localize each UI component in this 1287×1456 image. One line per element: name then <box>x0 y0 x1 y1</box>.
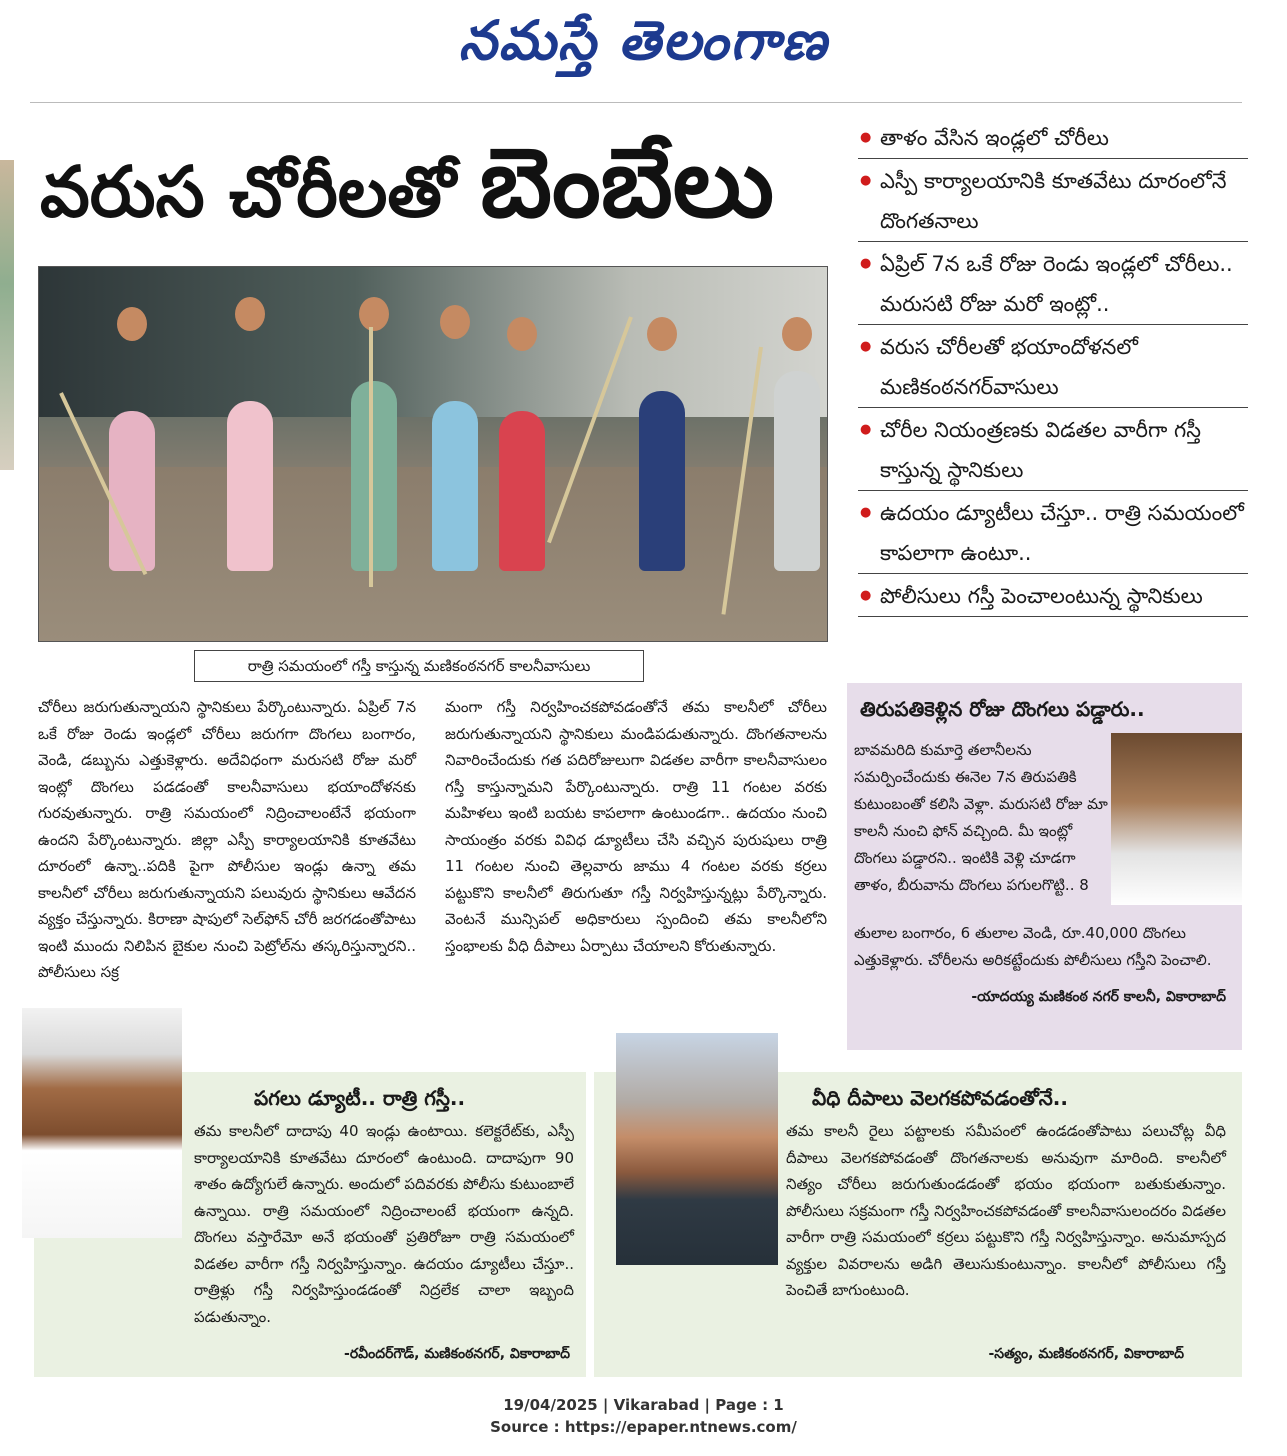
article-column-2: మంగా గస్తీ నిర్వహించకపోవడంతోనే తమ కాలనీలో చోరీలు జరుగుతున్నాయని స్థానికులు మండిపడుతున్నారు. దొంగతనాలను నివారించేందుకు గత పదిరోజులుగా విడతల వారీగా కాలనీవాసులం గస్తీ కాస్తున్నామని పేర్కొంటున్నారు. రాత్రి 11 గంటల వరకు మహిళలు ఇంటి బయట కాపలాగా ఉంటుండగా.. ఉదయం నుంచి సాయంత్రం వరకు వివిధ డ్యూటీలు చేసి వచ్చిన పురుషులు రాత్రి 11 గంటల నుంచి తెల్లవారు జాము 4 గంటల వరకు కర్రలు పట్టుకొని కాలనీలో తిరుగుతూ గస్తీ నిర్వహిస్తున్నట్లు పేర్కొన్నారు. వెంటనే మున్సిపల్ అధికారులు స్పందించి తమ కాలనీలోని స్తంభాలకు వీధి దీపాలు ఏర్పాటు చేయాలని కోరుతున్నారు. <box>445 698 827 955</box>
masthead-rule <box>30 102 1242 103</box>
quote-box-left-text-lower <box>34 1237 584 1337</box>
highlight-item: ● వరుస చోరీలతో భయాందోళనలో మణికంఠనగర్‌వాసులు <box>858 327 1248 408</box>
highlight-item: ● ఉదయం డ్యూటీలు చేస్తూ.. రాత్రి సమయంలో కాపలాగా ఉంటూ.. <box>858 493 1248 574</box>
highlight-item: ● పోలీసులు గస్తీ పెంచాలంటున్న స్థానికులు <box>858 576 1248 617</box>
quote-box-left-signature: -రవీందర్‌గౌడ్, మణికంఠనగర్, వికారాబాద్ <box>344 1346 570 1362</box>
highlights-list <box>858 118 1248 619</box>
article-column-1: చోరీలు జరుగుతున్నాయని స్థానికులు పేర్కొంటున్నారు. ఏప్రిల్ 7న ఒకే రోజు రెండు ఇండ్లలో చోరీలు జరుగగా దొంగలు బంగారం, వెండి, డబ్బును ఎత్తుకెళ్లారు. అదేవిధంగా మరుసటి రోజు మరో ఇంట్లో దొంగలు పడడంతో కాలనీవాసులు భయాందోళనకు గురవుతున్నారు. రాత్రి సమయంలో నిద్రించాలంటేనే భయంగా ఉందని పేర్కొంటున్నారు. జిల్లా ఎస్పీ కార్యాలయానికి కూతవేటు దూరంలో ఉన్నా..పదికి పైగా పోలీసుల ఇండ్లు ఉన్నా తమ కాలనీలో చోరీలు జరుగుతున్నాయని పలువురు స్థానికులు ఆవేదన వ్యక్తం చేస్తున్నారు. కిరాణా షాపులో సెల్‌ఫోన్ చోరీ జరగడంతోపాటు ఇంటి ముందు నిలిపిన బైకుల నుంచి పెట్రోల్‌ను తస్కరిస్తున్నారని.. పోలీసులు సక్ర <box>38 698 416 981</box>
highlight-item: ● ఏప్రిల్ 7న ఒకే రోజు రెండు ఇండ్లలో చోరీలు.. మరుసటి రోజు మరో ఇంట్లో.. <box>858 244 1248 325</box>
adjacent-page-edge-image <box>0 160 14 470</box>
sidebar-quote-text-continued <box>854 920 1226 1011</box>
highlight-item: ● చోరీల నియంత్రణకు విడతల వారీగా గస్తీ కాస్తున్న స్థానికులు <box>858 410 1248 491</box>
headline <box>40 128 850 238</box>
quote-box-left-title: పగలు డ్యూటీ.. రాత్రి గస్తీ.. <box>254 1086 466 1110</box>
quote-box-right-signature: -సత్యం, మణికంఠనగర్, వికారాబాద్ <box>988 1346 1184 1362</box>
quote-box-right-text: తమ కాలనీ రైలు పట్టాలకు సమీపంలో ఉండడంతోపాటు పలుచోట్ల వీధి దీపాలు వెలగకపోవడంతో దొంగతనాలకు అనువుగా మారింది. కాలనీలో నిత్యం చోరీలు జరుగుతుండడంతో భయం భయంగా బతుకుతున్నాం. పోలీసులు సక్రమంగా గస్తీ నిర్వహించకపోవడంతో కాలనీవాసులందరం విడతల వారీగా రాత్రి సమయంలో కర్రలు పట్టుకొని గస్తీ నిర్వహిస్తున్నాం. అనుమాస్పద వ్యక్తుల వివరాలను అడిగి తెలుసుకుంటున్నాం. కాలనీలో పోలీసులు గస్తీ పెంచితే బాగుంటుంది. <box>786 1122 1226 1299</box>
sidebar-quote-text: బావమరిది కుమార్తె తలానీలను సమర్పించేందుకు ఈనెల 7న తిరుపతికి కుటుంబంతో కలిసి వెళ్లా. మరుసటి రోజు మా కాలనీ నుంచి ఫోన్ వచ్చింది. మీ ఇంట్లో దొంగలు పడ్డారని.. ఇంటికి వెళ్లి చూడగా తాళం, బీరువాను దొంగలు పగులగొట్టి.. 8 <box>854 741 1108 894</box>
highlight-item: ● తాళం వేసిన ఇండ్లలో చోరీలు <box>858 118 1248 159</box>
headline-part2: బెంబేలు <box>480 127 774 239</box>
footer-date-line: 19/04/2025 | Vikarabad | Page : 1 <box>503 1396 784 1414</box>
headline-part1: వరుస చోరీలతో <box>40 151 481 233</box>
quote-box-left-text: తమ కాలనీలో దాదాపు 40 ఇండ్లు ఉంటాయి. కలెక్టరేట్‌కు, ఎస్పీ కార్యాలయానికి కూతవేటు దూరంలో ఉంటుంది. దాదాపుగా 90 శాతం ఉద్యోగులే ఉన్నారు. అందులో పదివరకు పోలీసు కుటుంబాలే ఉన్నాయి. రాత్రి సమయంలో నిద్రించాలంటే భయంగా ఉన్నది. దొంగలు వస్తారేమో అనే భయంతో ప్రతిరోజూ రాత్రి సమయంలో విడతల వారీగా గస్తీ నిర్వహిస్తున్నాం. ఉదయం డ్యూటీలు చేస్తూ.. రాత్రిళ్లు గస్తీ నిర్వహిస్తుండడంతో నిద్రలేక చాలా ఇబ్బంది పడుతున్నాం. <box>194 1122 574 1326</box>
photo-caption: రాత్రి సమయంలో గస్తీ కాస్తున్న మణికంఠనగర్ కాలనీవాసులు <box>194 650 644 682</box>
page-footer <box>0 1394 1287 1438</box>
adjacent-page-edge-text <box>0 490 14 1050</box>
quote-box-left-portrait <box>22 1008 182 1238</box>
quote-box-right-title: వీధి దీపాలు వెలగకపోవడంతోనే.. <box>812 1086 1068 1110</box>
highlight-item: ● ఎస్పీ కార్యాలయానికి కూతవేటు దూరంలోనే దొంగతనాలు <box>858 161 1248 242</box>
quote-box-right-portrait <box>616 1033 778 1265</box>
sidebar-quote-signature: -యాదయ్య మణికంఠ నగర్ కాలనీ, వికారాబాద్ <box>971 989 1226 1005</box>
main-photo <box>38 266 828 642</box>
sidebar-quote-text2: తులాల బంగారం, 6 తులాల వెండి, రూ.40,000 దొంగలు ఎత్తుకెళ్లారు. చోరీలను అరికట్టేందుకు పోలీసులు గస్తీని పెంచాలి. <box>854 924 1212 969</box>
masthead: నమస్తే తెలంగాణ <box>458 8 829 72</box>
sidebar-quote-title: తిరుపతికెళ్లిన రోజు దొంగలు పడ్డారు.. <box>860 697 1145 721</box>
footer-source-line: Source : https://epaper.ntnews.com/ <box>490 1418 797 1436</box>
sidebar-quote-portrait <box>1111 733 1242 905</box>
